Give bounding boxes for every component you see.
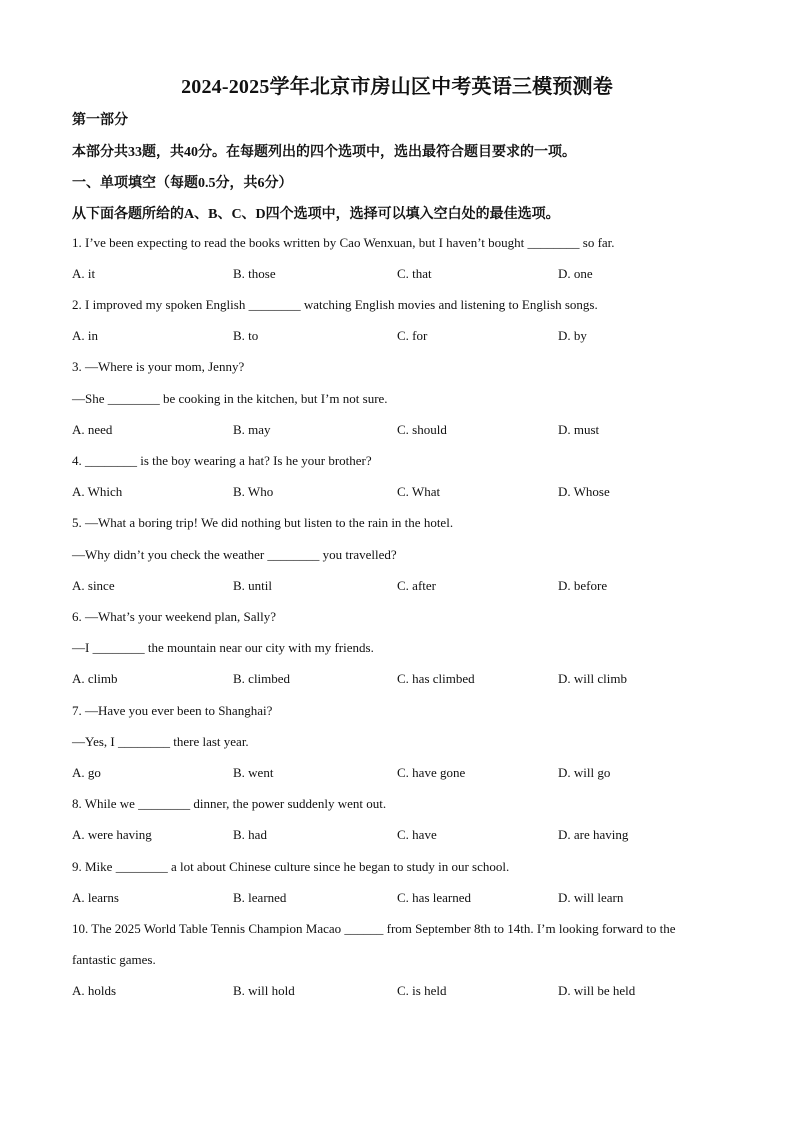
option-c[interactable]: C. has learned [397,890,472,905]
question-text: 1. I’ve been expecting to read the books written by Cao Wenxuan, but I haven’t bought ________ so far. [72,235,615,250]
option-b[interactable]: B. will hold [233,983,295,998]
question-text-line: —I ________ the mountain near our city with my friends. [72,640,374,655]
option-d[interactable]: D. will go [558,765,611,780]
section-title: 一、单项填空（每题0.5分，共6分） [72,176,293,191]
option-c[interactable]: C. have [397,827,437,842]
page-title: 2024-2025学年北京市房山区中考英语三模预测卷 [181,76,613,98]
option-b[interactable]: B. to [233,328,259,343]
option-a[interactable]: A. climb [72,671,118,686]
option-a[interactable]: A. need [72,422,113,437]
option-a[interactable]: A. were having [72,827,152,842]
question-text-line: —Why didn’t you check the weather ________ you travelled? [72,547,397,562]
option-c[interactable]: C. is held [397,983,447,998]
option-c[interactable]: C. that [397,266,432,281]
option-b[interactable]: B. went [233,765,274,780]
question-text: 6. —What’s your weekend plan, Sally? [72,609,276,624]
option-d[interactable]: D. will learn [558,890,624,905]
option-b[interactable]: B. those [233,266,276,281]
option-c[interactable]: C. for [397,328,428,343]
option-a[interactable]: A. Which [72,484,123,499]
question-text: 4. ________ is the boy wearing a hat? Is he your brother? [72,453,372,468]
part-intro: 本部分共33题，共40分。在每题列出的四个选项中，选出最符合题目要求的一项。 [72,145,576,160]
option-b[interactable]: B. had [233,827,267,842]
option-d[interactable]: D. must [558,422,600,437]
option-a[interactable]: A. learns [72,890,119,905]
option-b[interactable]: B. learned [233,890,287,905]
option-a[interactable]: A. since [72,578,115,593]
question-text: 7. —Have you ever been to Shanghai? [72,703,273,718]
question-text-line: fantastic games. [72,952,156,967]
option-b[interactable]: B. Who [233,484,274,499]
option-c[interactable]: C. What [397,484,441,499]
question-text: 9. Mike ________ a lot about Chinese culture since he began to study in our school. [72,859,510,874]
option-c[interactable]: C. after [397,578,436,593]
option-d[interactable]: D. will be held [558,983,636,998]
question-text-line: —She ________ be cooking in the kitchen, but I’m not sure. [72,391,388,406]
question-text: 8. While we ________ dinner, the power suddenly went out. [72,796,387,811]
option-d[interactable]: D. will climb [558,671,627,686]
question-text: 3. —Where is your mom, Jenny? [72,359,245,374]
option-a[interactable]: A. in [72,328,98,343]
question-text: 5. —What a boring trip! We did nothing but listen to the rain in the hotel. [72,515,454,530]
question-text: 2. I improved my spoken English ________ watching English movies and listening to English songs. [72,297,598,312]
option-d[interactable]: D. Whose [558,484,610,499]
section-instruction: 从下面各题所给的A、B、C、D四个选项中，选择可以填入空白处的最佳选项。 [72,207,560,222]
option-c[interactable]: C. have gone [397,765,466,780]
option-a[interactable]: A. it [72,266,96,281]
question-text: 10. The 2025 World Table Tennis Champion Macao ______ from September 8th to 14th. I’m looking forward to the [72,921,676,936]
option-d[interactable]: D. before [558,578,608,593]
option-b[interactable]: B. climbed [233,671,291,686]
option-d[interactable]: D. by [558,328,587,343]
option-c[interactable]: C. should [397,422,447,437]
option-a[interactable]: A. go [72,765,101,780]
option-d[interactable]: D. one [558,266,593,281]
option-c[interactable]: C. has climbed [397,671,475,686]
option-b[interactable]: B. until [233,578,273,593]
option-a[interactable]: A. holds [72,983,117,998]
option-b[interactable]: B. may [233,422,271,437]
option-d[interactable]: D. are having [558,827,629,842]
question-text-line: —Yes, I ________ there last year. [72,734,249,749]
part-label: 第一部分 [72,113,128,128]
